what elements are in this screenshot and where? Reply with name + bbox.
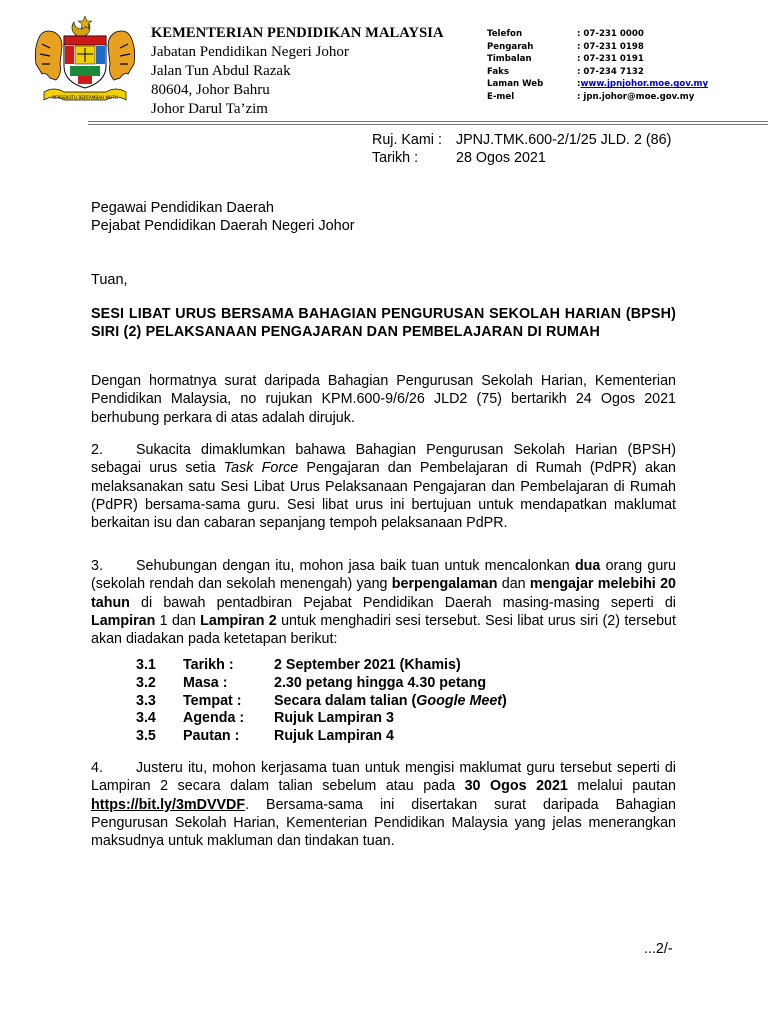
paragraph-bold: 30 Ogos 2021	[464, 778, 568, 795]
schedule-key: Agenda :	[183, 710, 245, 727]
recipient-block	[91, 199, 355, 235]
schedule-list	[136, 657, 507, 746]
schedule-item	[136, 710, 507, 728]
address-line: Johor Darul Ta’zim	[151, 101, 268, 117]
email-value: : jpn.johor@moe.gov.my	[577, 91, 695, 102]
schedule-value: Rujuk Lampiran 4	[274, 728, 394, 745]
reference-block	[372, 131, 671, 167]
paragraph-3	[91, 557, 676, 648]
schedule-value: 2.30 petang hingga 4.30 petang	[274, 674, 487, 691]
paragraph-bold: Lampiran 2	[200, 612, 277, 629]
contact-row	[487, 91, 708, 104]
contact-row	[487, 41, 708, 54]
contact-row	[487, 66, 708, 79]
header-divider	[88, 124, 768, 125]
paragraph-number: 4.	[91, 760, 103, 776]
website-link[interactable]: www.jpnjohor.moe.gov.my	[580, 79, 709, 90]
schedule-key: Pautan :	[183, 728, 240, 745]
letter-subject: SESI LIBAT URUS BERSAMA BAHAGIAN PENGURUSAN SEKOLAH HARIAN (BPSH) SIRI (2) PELAKSANAAN PENGAJARAN DAN PEMBELAJARAN DI RUMAH	[91, 306, 676, 340]
recipient-line: Pejabat Pendidikan Daerah Negeri Johor	[91, 218, 355, 234]
paragraph-number: 3.	[91, 558, 103, 574]
schedule-item	[136, 728, 507, 746]
paragraph-bold: dua	[574, 558, 601, 574]
schedule-value-italic: Google Meet	[416, 692, 503, 709]
contact-row	[487, 28, 708, 41]
recipient-line: Pegawai Pendidikan Daerah	[91, 200, 274, 216]
contact-value: : 07-231 0191	[577, 54, 644, 65]
coat-of-arms-logo	[30, 10, 140, 110]
paragraph-text: Sehubungan dengan itu, mohon jasa baik tuan untuk mencalonkan	[136, 558, 575, 574]
contact-value: : 07-231 0000	[577, 29, 644, 39]
reference-number: JPNJ.TMK.600-2/1/25 JLD. 2 (86)	[456, 132, 672, 148]
contact-value: : 07-234 7132	[577, 66, 644, 77]
schedule-number: 3.2	[136, 674, 156, 691]
page-continuation: ...2/-	[644, 941, 673, 957]
paragraph-bold: Lampiran	[91, 612, 156, 629]
paragraph-bold: berpengalaman	[391, 576, 498, 593]
schedule-number: 3.4	[136, 710, 156, 727]
schedule-key: Masa :	[183, 674, 228, 691]
address-line: Jabatan Pendidikan Negeri Johor	[151, 44, 349, 60]
reference-label: Ruj. Kami :	[372, 132, 442, 148]
address-line: 80604, Johor Bahru	[151, 82, 270, 98]
schedule-item	[136, 675, 507, 693]
contact-block	[487, 28, 708, 104]
contact-label: Faks	[487, 66, 509, 77]
contact-row	[487, 53, 708, 66]
paragraph-text: orang guru (sekolah rendah dan sekolah menengah) yang	[91, 558, 676, 593]
paragraph-text: untuk menghadiri sesi tersebut. Sesi libat urus siri (2) tersebut akan diadakan pada ketetapan berikut:	[91, 612, 676, 648]
paragraph-2	[91, 441, 676, 532]
letter-date: 28 Ogos 2021	[456, 150, 546, 166]
contact-label: E-mel	[487, 91, 515, 102]
paragraph-text: Justeru itu, mohon kerjasama tuan untuk mengisi maklumat guru tersebut seperti di Lampiran 2 secara dalam talian sebelum atau pada	[91, 760, 676, 795]
contact-label: Timbalan	[487, 54, 532, 65]
schedule-number: 3.5	[136, 728, 156, 745]
contact-label: Pengarah	[487, 41, 534, 52]
crest-motto: BERSEKUTU BERTAMBAH MUTU	[52, 95, 118, 100]
schedule-value: 2 September 2021 (Khamis)	[274, 657, 461, 673]
schedule-key: Tarikh :	[183, 657, 234, 673]
paragraph-text: dan	[497, 576, 530, 593]
salutation: Tuan,	[91, 272, 128, 288]
schedule-value: Secara dalam talian (Google Meet)	[274, 692, 507, 709]
paragraph-1: Dengan hormatnya surat daripada Bahagian Pengurusan Sekolah Harian, Kementerian Pendidikan Malaysia, no rujukan KPM.600-9/6/26 JLD2 (75) bertarikh 24 Ogos 2021 berhubung perkara di atas adalah dirujuk.	[91, 373, 676, 426]
ministry-header	[151, 24, 444, 119]
schedule-number: 3.1	[136, 657, 156, 673]
paragraph-text: Sukacita dimaklumkan bahawa Bahagian Pengurusan Sekolah Harian (BPSH) sebagai urus setia	[91, 442, 676, 477]
paragraph-text: melalui pautan	[567, 778, 676, 795]
schedule-value: Rujuk Lampiran 3	[274, 710, 394, 727]
paragraph-text: 1 dan	[155, 612, 201, 629]
ministry-name: KEMENTERIAN PENDIDIKAN MALAYSIA	[151, 25, 444, 41]
contact-label: Telefon	[487, 29, 523, 39]
paragraph-text: di bawah pentadbiran Pejabat Pendidikan Daerah masing-masing seperti di	[129, 594, 676, 611]
address-line: Jalan Tun Abdul Razak	[151, 63, 291, 79]
paragraph-text: . Bersama-sama ini disertakan surat daripada Bahagian Pengurusan Sekolah Harian, Kementerian Pendidikan Malaysia yang jelas menerangkan maksudnya untuk makluman dan tindakan tuan.	[91, 796, 676, 850]
paragraph-italic: Task Force	[223, 460, 299, 477]
paragraph-number: 2.	[91, 442, 103, 458]
schedule-key: Tempat :	[183, 692, 242, 709]
paragraph-text: Pengajaran dan Pembelajaran di Rumah (PdPR) akan melaksanakan satu Sesi Libat Urus Pelaksanaan Pengajaran dan Pembelajaran di Rumah (PdPR) bersama-sama guru. Sesi libat urus ini bertujuan untuk mendapatkan maklumat berkaitan isu dan cabaran sepanjang tempoh pelaksanaan PdPR.	[91, 460, 676, 532]
paragraph-4	[91, 759, 676, 850]
contact-row	[487, 78, 708, 91]
contact-value: : 07-231 0198	[577, 41, 644, 52]
schedule-number: 3.3	[136, 692, 156, 709]
contact-label: Laman Web	[487, 79, 544, 90]
date-label: Tarikh :	[372, 150, 419, 166]
contact-separator: :	[577, 79, 581, 90]
form-link[interactable]: https://bit.ly/3mDVVDF	[91, 796, 246, 813]
schedule-item	[136, 693, 507, 711]
paragraph-bold: mengajar melebihi 20 tahun	[91, 576, 676, 611]
schedule-item	[136, 657, 507, 675]
header-divider	[88, 121, 768, 122]
